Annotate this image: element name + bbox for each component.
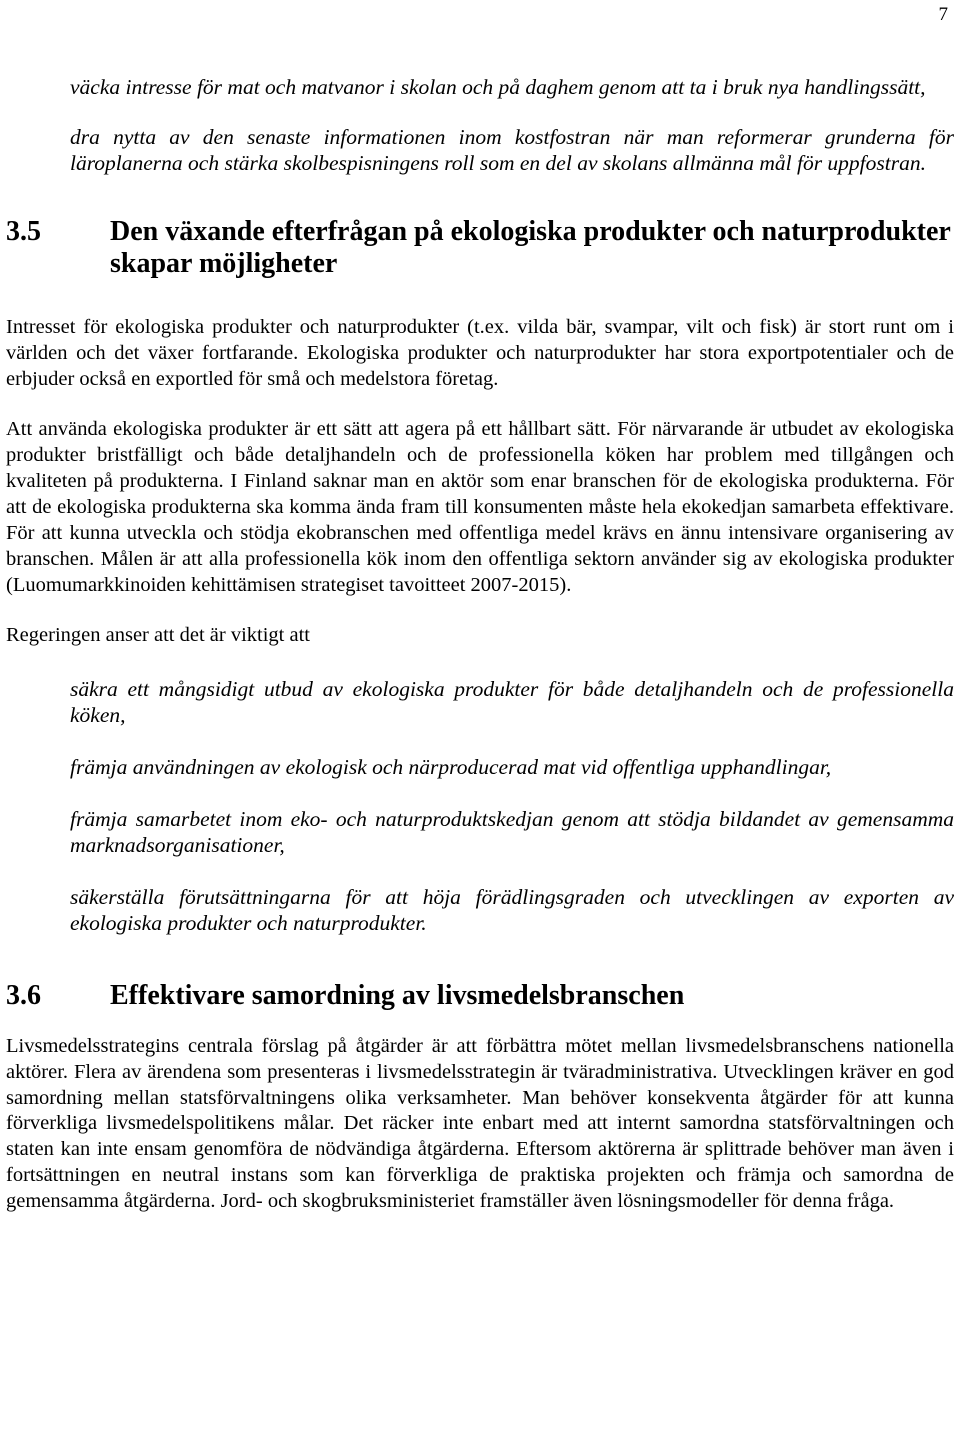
paragraph: Regeringen anser att det är viktigt att [6, 624, 310, 646]
intro-bullet-2: dra nytta av den senaste informationen inom kostfostran när man reformerar grunderna för läroplanerna och stärka skolbespisningens roll som en del av skolans allmänna mål för uppfostran. [70, 125, 954, 175]
paragraph: Intresset för ekologiska produkter och naturprodukter (t.ex. vilda bär, svampar, vilt och fisk) är stort runt om i världen och det växer fortfarande. Ekologiska produkter och naturprodukter har stora exportpotentialer och de erbjuder också en exportled för små och medelstora företag. [6, 316, 954, 390]
section-title: Den växande efterfrågan på ekologiska produkter och naturprodukter skapar möjligheter [110, 216, 951, 279]
section-number: 3.6 [6, 980, 41, 1011]
section-heading-3-6 [6, 980, 954, 1012]
policy-bullet: säkerställa förutsättningarna för att höja förädlingsgraden och utvecklingen av exporten av ekologiska produkter och naturprodukter. [70, 885, 954, 935]
page-number: 7 [938, 4, 948, 25]
paragraph: Livsmedelsstrategins centrala förslag på åtgärder är att förbättra mötet mellan livsmedelsbranschens nationella aktörer. Flera av ärendena som presenteras i livsmedelsstrategin är tväradministrativa. Utvecklingen kräver en god samordning mellan statsförvaltningens olika verksamheter. Man behöver konsekventa åtgärder för att kunna förverkliga livsmedelspolitikens målar. Det räcker inte enbart med att internt samordna statsförvaltningen och staten kan inte ensam genomföra de nödvändiga åtgärderna. Eftersom aktörerna är splittrade behöver man även i fortsättningen en neutral instans som kan förverkliga de praktiska projekten och främja och samordna de gemensamma åtgärderna. Jord- och skogbruksministeriet framställer även lösningsmodeller för denna fråga. [6, 1035, 954, 1212]
section-heading-3-5 [6, 216, 954, 280]
section-number: 3.5 [6, 216, 41, 247]
policy-bullet: främja användningen av ekologisk och närproducerad mat vid offentliga upphandlingar, [70, 755, 832, 779]
paragraph: Att använda ekologiska produkter är ett sätt att agera på ett hållbart sätt. För närvarande är utbudet av ekologiska produkter bristfälligt och både detaljhandeln och de professionella köken har problem med tillgången och kvaliteten på produkterna. I Finland saknar man en aktör som enar branschen för de ekologiska produkterna. För att de ekologiska produkterna ska komma ända fram till konsumenten måste hela ekokedjan samarbeta effektivare. För att kunna utveckla och stödja ekobranschen med offentliga medel krävs en ännu intensivare organisering av branschen. Målen är att alla professionella kök inom den offentliga sektorn använder sig av ekologiska produkter (Luomumarkkinoiden kehittämisen strategiset tavoitteet 2007-2015). [6, 418, 954, 596]
intro-bullet-1: väcka intresse för mat och matvanor i skolan och på daghem genom att ta i bruk nya handlingssätt, [70, 75, 926, 99]
policy-bullet: säkra ett mångsidigt utbud av ekologiska produkter för både detaljhandeln och de professionella köken, [70, 677, 954, 727]
policy-bullet: främja samarbetet inom eko- och naturproduktskedjan genom att stödja bildandet av gemensamma marknadsorganisationer, [70, 807, 954, 857]
section-title: Effektivare samordning av livsmedelsbranschen [110, 980, 685, 1011]
document-body [6, 0, 954, 1215]
